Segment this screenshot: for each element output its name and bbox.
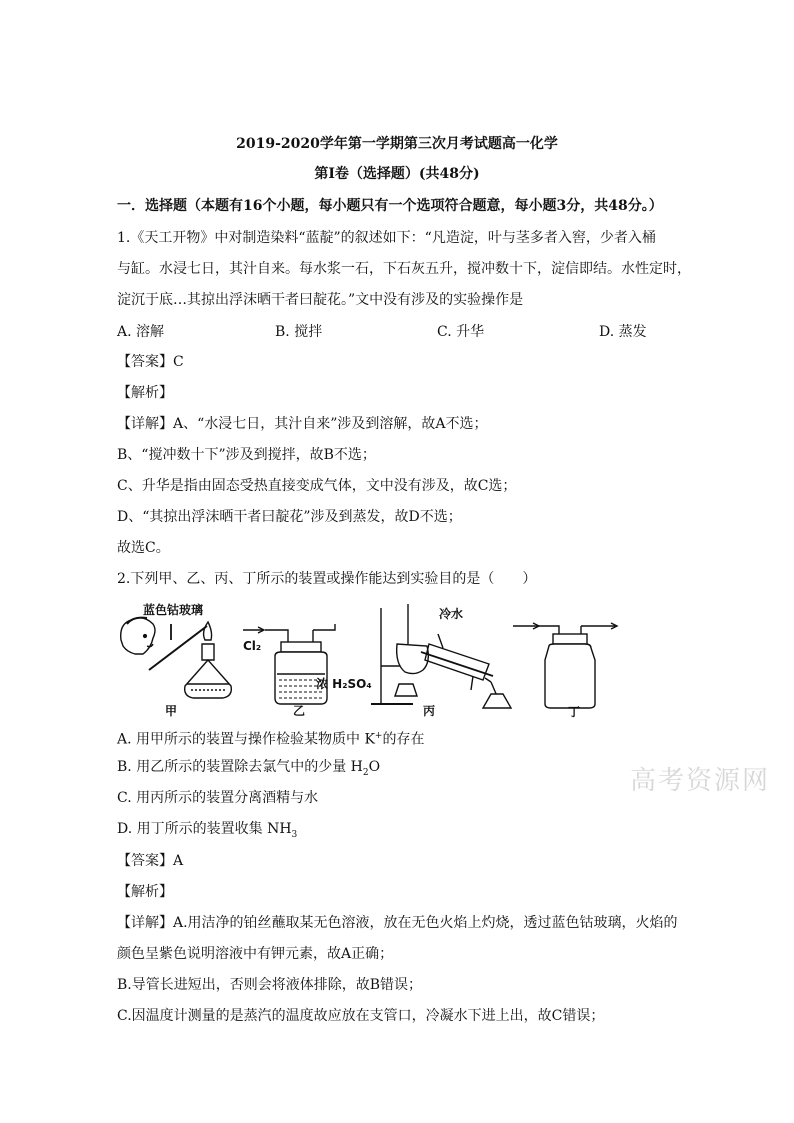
q2-option-d <box>117 819 707 845</box>
label-jia: 甲 <box>165 704 178 718</box>
watermark: 高考资源网 <box>630 766 771 796</box>
label-bing: 丙 <box>423 704 436 718</box>
q2-detail-2: 颜色呈紫色说明溶液中有钾元素，故A正确； <box>117 946 394 962</box>
apparatus-jia <box>121 618 232 698</box>
q2-option-a-sup: + <box>374 731 383 741</box>
q2-detail-1: 【详解】A.用洁净的铂丝蘸取某无色溶液，放在无色火焰上灼烧，透过蓝色钴玻璃，火焰的 <box>117 915 678 931</box>
q1-answer: 【答案】C <box>117 354 184 370</box>
q1-detail-4: D、“其掠出浮沫晒干者曰靛花”涉及到蒸发，故D不选； <box>117 509 462 525</box>
q1-stem-line-1: 1.《天工开物》中对制造染料“蓝靛”的叙述如下：“凡造淀，叶与茎多者入窖，少者入桶 <box>117 230 656 246</box>
q2-option-a-text: A. 用甲所示的装置与操作检验某物质中 K <box>117 731 375 748</box>
q2-analysis-heading: 【解析】 <box>117 884 173 900</box>
q1-option-a: A. 溶解 <box>117 324 165 340</box>
q2-option-b-tail: O <box>368 759 381 775</box>
q2-option-d-sub: 3 <box>291 829 298 840</box>
part-heading: 一．选择题（本题有16个小题，每小题只有一个选项符合题意，每小题3分，共48分。） <box>117 198 663 214</box>
q1-analysis-heading: 【解析】 <box>117 385 173 401</box>
q2-stem: 2.下列甲、乙、丙、丁所示的装置或操作能达到实验目的是（ ） <box>117 571 537 587</box>
q1-conclusion: 故选C。 <box>117 540 170 556</box>
q2-apparatus-figure <box>113 600 643 718</box>
q1-option-c: C. 升华 <box>437 324 485 340</box>
q2-answer: 【答案】A <box>117 853 184 869</box>
q1-detail-3: C、升华是指由固态受热直接变成气体，文中没有涉及，故C选； <box>117 478 517 494</box>
label-yi: 乙 <box>293 704 306 718</box>
q2-option-b-text: B. 用乙所示的装置除去氯气中的少量 H <box>117 759 363 775</box>
q2-option-d-text: D. 用丁所示的装置收集 NH <box>117 821 292 837</box>
q1-option-d: D. 蒸发 <box>599 324 647 340</box>
section-title: 第Ⅰ卷（选择题）(共48分) <box>314 166 480 182</box>
label-cl2: Cl₂ <box>243 639 262 653</box>
q2-option-b <box>117 757 707 783</box>
q2-detail-3: B.导管长进短出，否则会将液体排除，故B错误； <box>117 977 423 993</box>
label-cobalt-glass: 蓝色钴玻璃 <box>143 603 204 617</box>
q2-option-a-tail: 的存在 <box>382 731 425 748</box>
q2-detail-4: C.因温度计测量的是蒸汽的温度故应放在支管口，冷凝水下进上出，故C错误； <box>117 1008 605 1024</box>
apparatus-ding <box>513 623 617 708</box>
q1-stem-line-3: 淀沉于底…其掠出浮沫晒干者曰靛花。”文中没有涉及的实验操作是 <box>117 292 524 308</box>
exam-title: 2019-2020学年第一学期第三次月考试题高一化学 <box>236 136 558 152</box>
q1-detail-1: 【详解】A、“水浸七日，其汁自来”涉及到溶解，故A不选； <box>117 416 488 432</box>
q2-option-b-sub: 2 <box>362 767 369 778</box>
apparatus-diagram <box>113 600 643 718</box>
label-ding: 丁 <box>568 705 581 718</box>
q2-option-c: C. 用丙所示的装置分离酒精与水 <box>117 790 319 806</box>
q1-option-b: B. 搅拌 <box>275 324 323 340</box>
label-cold-water: 冷水 <box>439 607 464 621</box>
q1-detail-2: B、“搅冲数十下”涉及到搅拌，故B不选； <box>117 447 376 463</box>
q1-stem-line-2: 与缸。水浸七日，其汁自来。每水浆一石，下石灰五升，搅冲数十下，淀信即结。水性定时， <box>117 261 691 277</box>
apparatus-yi <box>243 624 335 704</box>
q2-option-a <box>117 726 707 750</box>
label-conc-h2so4: 浓 H₂SO₄ <box>316 677 372 691</box>
